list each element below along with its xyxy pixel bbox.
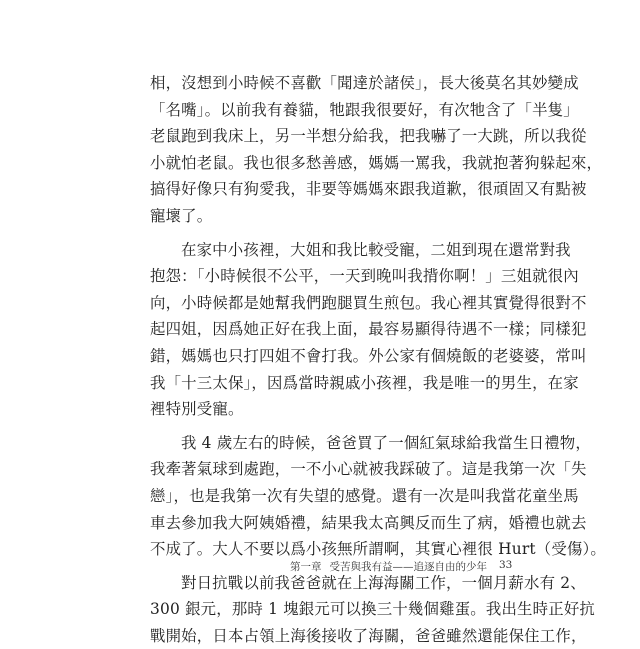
text-line: 小就怕老鼠。我也很多愁善感，媽媽一罵我，我就抱著狗躲起來，: [150, 153, 603, 172]
text-line: 戀」，也是我第一次有失望的感覺。還有一次是叫我當花童坐馬: [150, 486, 579, 505]
text-line: 我 4 歲左右的時候，爸爸買了一個紅氣球給我當生日禮物，: [181, 433, 591, 452]
text-line: 相，沒想到小時候不喜歡「聞達於諸侯」，長大後莫名其妙變成: [150, 74, 579, 92]
text-line: 我「十三太保」，因爲當時親戚小孩裡，我是唯一的男生，在家: [150, 373, 579, 392]
paragraph: [150, 570, 596, 649]
text-line: 向，小時候都是她幫我們跑腿買生煎包。我心裡其實覺得很對不: [150, 293, 587, 312]
footer-chapter: 第一章: [290, 561, 322, 573]
text-line: 抱怨：「小時候很不公平，一天到晚叫我揹你啊！」三姐就很內: [150, 267, 579, 286]
paragraph: [150, 430, 607, 563]
paragraph: [150, 237, 587, 423]
text-line: 戰開始，日本占領上海後接收了海關，爸爸雖然還能保住工作，: [150, 626, 587, 645]
text-line: 對日抗戰以前我爸爸就在上海海關工作，一個月薪水有 2、: [181, 573, 586, 592]
text-line: 寵壞了。: [150, 206, 213, 225]
footer-title: 受苦與我有益——追逐自由的少年: [329, 561, 487, 573]
text-line: 起四姐，因爲她正好在我上面，最容易顯得待遇不一樣；同樣犯: [150, 320, 587, 339]
text-line: 裡特別受寵。: [150, 400, 244, 419]
text-line: 在家中小孩裡，大姐和我比較受寵，二姐到現在還常對我: [181, 240, 571, 259]
text-line: 搞得好像只有狗愛我，非要等媽媽來跟我道歉，很頑固又有點被: [150, 180, 587, 199]
text-line: 老鼠跑到我床上，另一半想分給我，把我嚇了一大跳，所以我從: [150, 127, 587, 146]
running-footer: [290, 559, 513, 574]
text-line: 300 銀元，那時 1 塊銀元可以換三十幾個雞蛋。我出生時正好抗: [150, 600, 596, 619]
text-line: 車去參加我大阿姨婚禮，結果我太高興反而生了病，婚禮也就去: [150, 513, 587, 532]
text-line: 我牽著氣球到處跑，一不小心就被我踩破了。這是我第一次「失: [150, 460, 587, 479]
page-number: 33: [499, 559, 513, 571]
text-line: 錯，媽媽也只打四姐不會打我。外公家有個燒飯的老婆婆，常叫: [150, 346, 587, 365]
paragraph: [150, 70, 603, 230]
text-line: 不成了。大人不要以爲小孩無所謂啊，其實心裡很 Hurt（受傷）。: [150, 540, 607, 559]
text-line: 「名嘴」。以前我有養貓，牠跟我很要好，有次牠含了「半隻」: [150, 100, 579, 119]
